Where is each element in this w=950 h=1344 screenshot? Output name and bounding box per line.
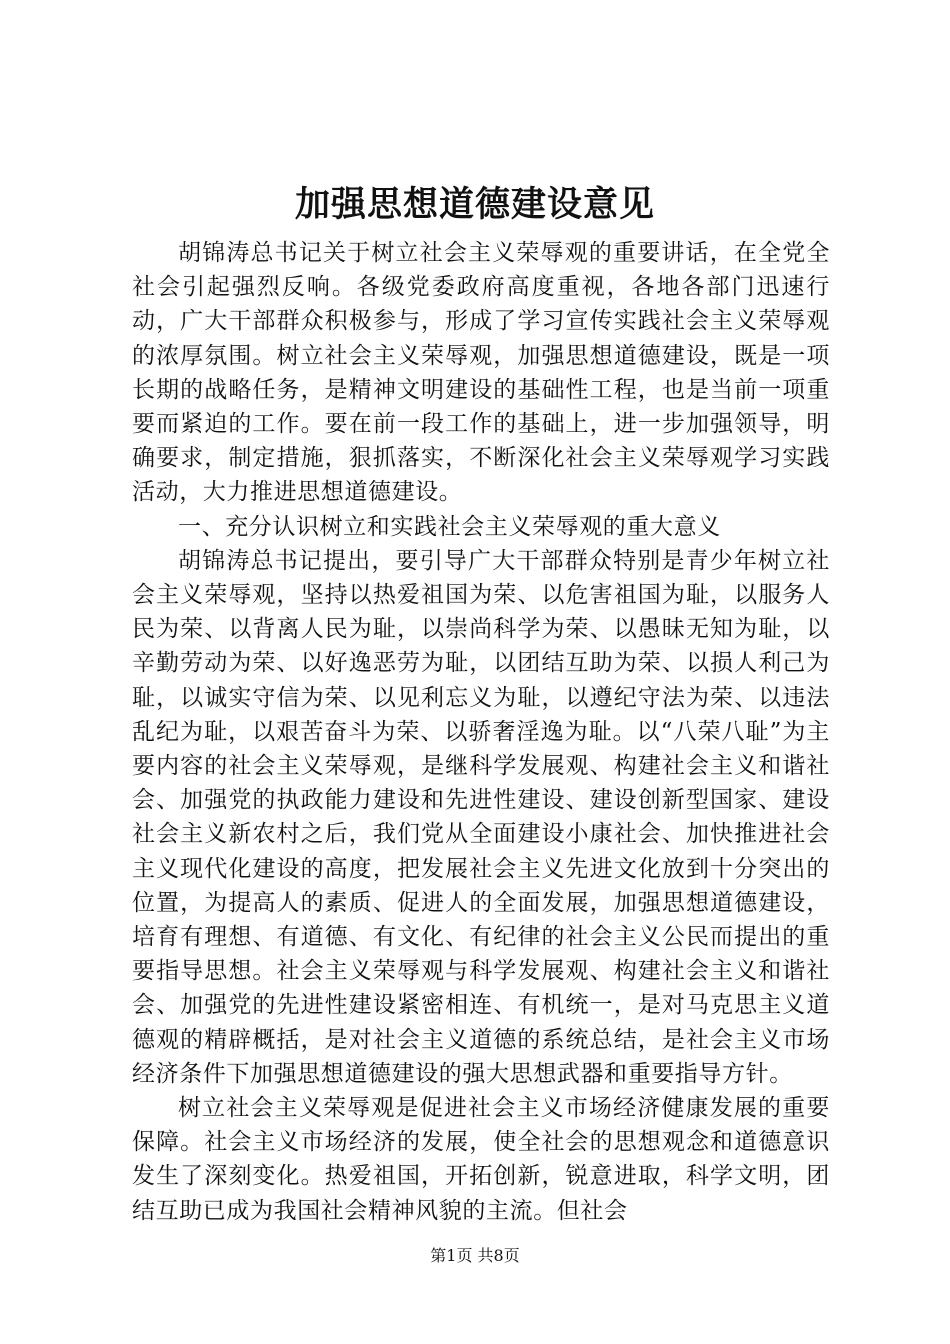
- page-number: 第1页 共8页: [430, 1246, 520, 1265]
- body-paragraph: 树立社会主义荣辱观是促进社会主义市场经济健康发展的重要保障。社会主义市场经济的发展，使全社会的思想观念和道德意识发生了深刻变化。热爱祖国，开拓创新，锐意进取，科学文明，团结互助已成为我国社会精神风貌的主流。但社会: [132, 1095, 830, 1224]
- intro-paragraph: 胡锦涛总书记关于树立社会主义荣辱观的重要讲话，在全党全社会引起强烈反响。各级党委政府高度重视，各地各部门迅速行动，广大干部群众积极参与，形成了学习宣传实践社会主义荣辱观的浓厚氛围。树立社会主义荣辱观，加强思想道德建设，既是一项长期的战略任务，是精神文明建设的基础性工程，也是当前一项重要而紧迫的工作。要在前一段工作的基础上，进一步加强领导，明确要求，制定措施，狠抓落实，不断深化社会主义荣辱观学习实践活动，大力推进思想道德建设。: [132, 240, 830, 506]
- document-title: 加强思想道德建设意见: [294, 184, 655, 225]
- document-body: [132, 236, 830, 1228]
- body-paragraph: 胡锦涛总书记提出，要引导广大干部群众特别是青少年树立社会主义荣辱观，坚持以热爱祖国为荣、以危害祖国为耻，以服务人民为荣、以背离人民为耻，以崇尚科学为荣、以愚昧无知为耻，以辛勤劳动为荣、以好逸恶劳为耻，以团结互助为荣、以损人利己为耻，以诚实守信为荣、以见利忘义为耻，以遵纪守法为荣、以违法乱纪为耻，以艰苦奋斗为荣、以骄奢淫逸为耻。以“八荣八耻”为主要内容的社会主义荣辱观，是继科学发展观、构建社会主义和谐社会、加强党的执政能力建设和先进性建设、建设创新型国家、建设社会主义新农村之后，我们党从全面建设小康社会、加快推进社会主义现代化建设的高度，把发展社会主义先进文化放到十分突出的位置，为提高人的素质、促进人的全面发展，加强思想道德建设，培育有理想、有道德、有文化、有纪律的社会主义公民而提出的重要指导思想。社会主义荣辱观与科学发展观、构建社会主义和谐社会、加强党的先进性建设紧密相连、有机统一，是对马克思主义道德观的精辟概括，是对社会主义道德的系统总结，是社会主义市场经济条件下加强思想道德建设的强大思想武器和重要指导方针。: [132, 547, 830, 1087]
- section-heading: 一、充分认识树立和实践社会主义荣辱观的重大意义: [178, 513, 721, 540]
